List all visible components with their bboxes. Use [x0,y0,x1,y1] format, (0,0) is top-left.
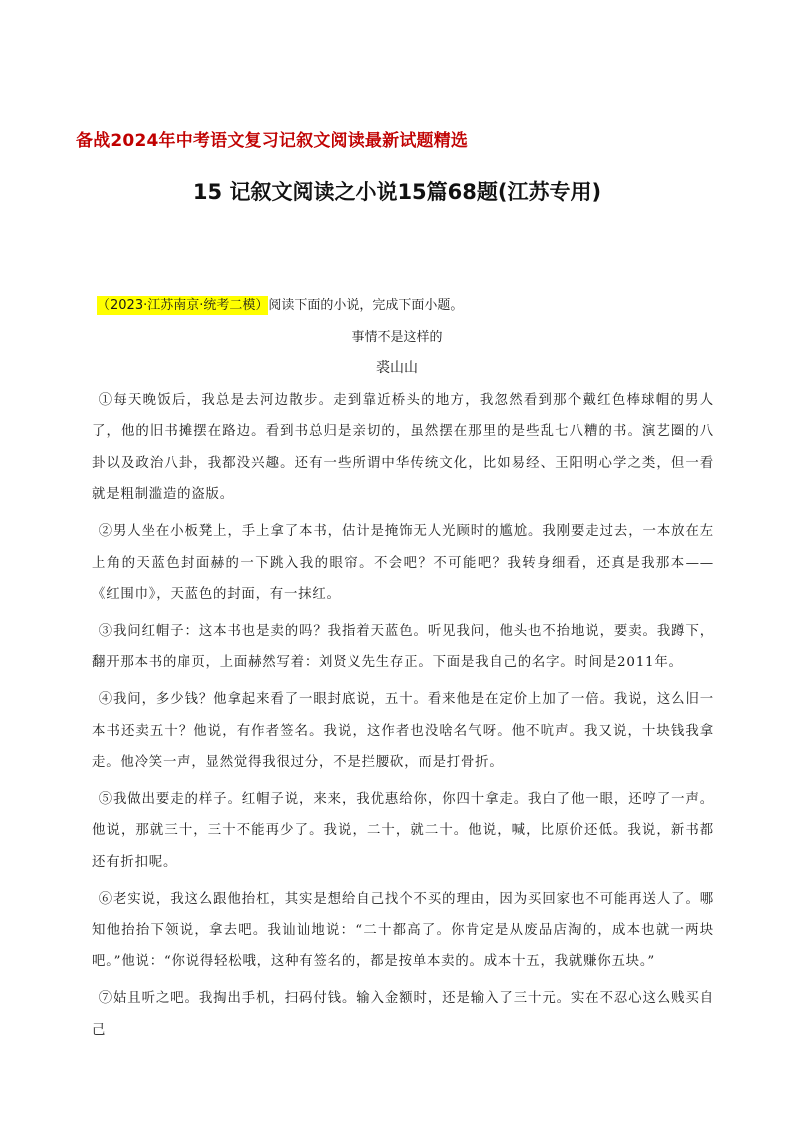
paragraph-7: ⑦姑且听之吧。我掏出手机，扫码付钱。输入金额时，还是输入了三十元。实在不忍心这么贱买自己 [92,991,714,1038]
paragraph-5: ⑤我做出要走的样子。红帽子说，来来，我优惠给你，你四十拿走。我白了他一眼，还哼了一声。他说，那就三十，三十不能再少了。我说，二十，就二十。他说，喊，比原价还低。我说，新书都还有折扣呢。 [92,791,714,870]
paragraph-2: ②男人坐在小板凳上，手上拿了本书，估计是掩饰无人光顾时的尴尬。我刚要走过去，一本放在左上角的天蓝色封面赫的一下跳入我的眼帘。不会吧？不可能吧？我转身细看，还真是我那本——《红围巾》，天蓝色的封面，有一抹红。 [92,524,714,602]
source-tag-highlight: （2023·江苏南京·统考二模） [97,298,269,313]
question-instruction: 阅读下面的小说，完成下面小题。 [268,298,464,313]
paragraph-4: ④我问，多少钱？他拿起来看了一眼封底说，五十。看来他是在定价上加了一倍。我说，这么旧一本书还卖五十？他说，有作者签名。我说，这作者也没啥名气呀。他不吭声。我又说，十块钱我拿走。他冷笑一声，显然觉得我很过分，不是拦腰砍，而是打骨折。 [92,692,714,770]
series-title: 备战2024年中考语文复习记叙文阅读最新试题精选 [76,131,469,151]
paragraph-6: ⑥老实说，我这么跟他抬杠，其实是想给自己找个不买的理由，因为买回家也不可能再送人了。哪知他抬抬下领说，拿去吧。我讪讪地说：“二十都高了。你肯定是从废品店淘的，成本也就一两块吧。”他说：“你说得轻松哦，这种有签名的，都是按单本卖的。成本十五，我就赚你五块。” [92,891,714,970]
paragraph-3: ③我问红帽子：这本书也是卖的吗？我指着天蓝色。听见我问，他头也不抬地说，要卖。我蹲下，翻开那本书的扉页，上面赫然写着：刘贤义先生存正。下面是我自己的名字。时间是2011年。 [92,623,714,671]
paragraph-1: ①每天晚饭后，我总是去河边散步。走到靠近桥头的地方，我忽然看到那个戴红色棒球帽的男人了，他的旧书摊摆在路边。看到书总归是亲切的，虽然摆在那里的是些乱七八糟的书。演艺圈的八卦以及政治八卦，我都没兴趣。还有一些所谓中华传统文化，比如易经、王阳明心学之类，但一看就是粗制滥造的盗版。 [92,393,714,503]
story-author: 裘山山 [376,360,418,376]
story-title: 事情不是这样的 [351,330,443,345]
story-body [92,385,714,1052]
question-source-line [97,294,463,313]
document-title: 15 记叙文阅读之小说15篇68题(江苏专用) [192,180,602,204]
